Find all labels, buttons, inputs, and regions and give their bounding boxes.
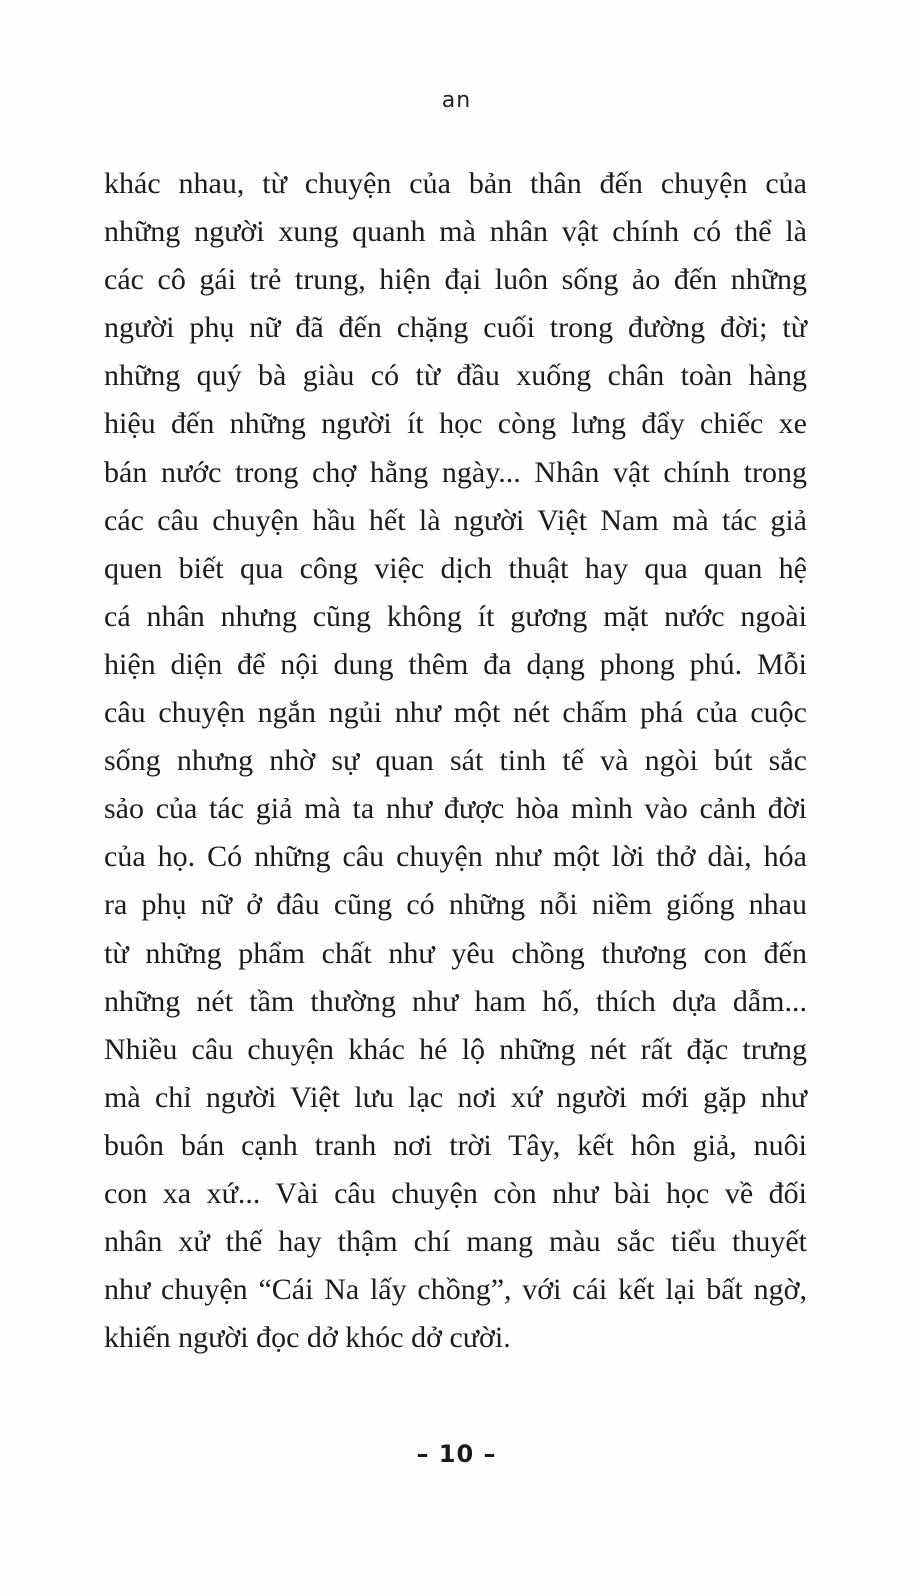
body-paragraph	[104, 160, 807, 1362]
text-line: khiến người đọc dở khóc dở cười.	[104, 1321, 511, 1355]
text-line: những nét tầm thường như ham hố, thích dựa dẫm...	[104, 984, 807, 1018]
text-line: câu chuyện ngắn ngủi như một nét chấm phá của cuộc	[104, 696, 807, 730]
text-line: các cô gái trẻ trung, hiện đại luôn sống ảo đến những	[104, 263, 807, 297]
text-line: sống nhưng nhờ sự quan sát tinh tế và ngòi bút sắc	[104, 744, 807, 778]
text-line: cá nhân nhưng cũng không ít gương mặt nước ngoài	[104, 599, 807, 633]
text-line: người phụ nữ đã đến chặng cuối trong đường đời; từ	[104, 311, 807, 345]
text-line: ra phụ nữ ở đâu cũng có những nỗi niềm giống nhau	[104, 888, 807, 922]
text-line: các câu chuyện hầu hết là người Việt Nam mà tác giả	[104, 503, 807, 537]
text-line: hiệu đến những người ít học còng lưng đẩy chiếc xe	[104, 407, 807, 441]
text-line: sảo của tác giả mà ta như được hòa mình vào cảnh đời	[104, 792, 807, 826]
text-line: những người xung quanh mà nhân vật chính có thể là	[104, 215, 807, 249]
text-line: Nhiều câu chuyện khác hé lộ những nét rất đặc trưng	[104, 1032, 807, 1066]
text-line: từ những phẩm chất như yêu chồng thương con đến	[104, 936, 807, 970]
text-line: quen biết qua công việc dịch thuật hay qua quan hệ	[104, 551, 807, 585]
text-line: như chuyện “Cái Na lấy chồng”, với cái kết lại bất ngờ,	[104, 1273, 807, 1307]
text-line: của họ. Có những câu chuyện như một lời thở dài, hóa	[104, 840, 807, 874]
running-head: an	[441, 88, 472, 113]
text-line: hiện diện để nội dung thêm đa dạng phong phú. Mỗi	[104, 647, 807, 681]
text-line: khác nhau, từ chuyện của bản thân đến chuyện của	[104, 167, 807, 200]
text-line: nhân xử thế hay thậm chí mang màu sắc tiểu thuyết	[104, 1225, 807, 1259]
page-number: – 10 –	[416, 1440, 497, 1468]
text-line: con xa xứ... Vài câu chuyện còn như bài học về đối	[104, 1176, 807, 1210]
text-line: những quý bà giàu có từ đầu xuống chân toàn hàng	[104, 359, 807, 393]
text-line: bán nước trong chợ hằng ngày... Nhân vật chính trong	[104, 455, 807, 489]
text-line: buôn bán cạnh tranh nơi trời Tây, kết hôn giả, nuôi	[104, 1128, 807, 1162]
text-line: mà chỉ người Việt lưu lạc nơi xứ người mới gặp như	[104, 1080, 807, 1114]
